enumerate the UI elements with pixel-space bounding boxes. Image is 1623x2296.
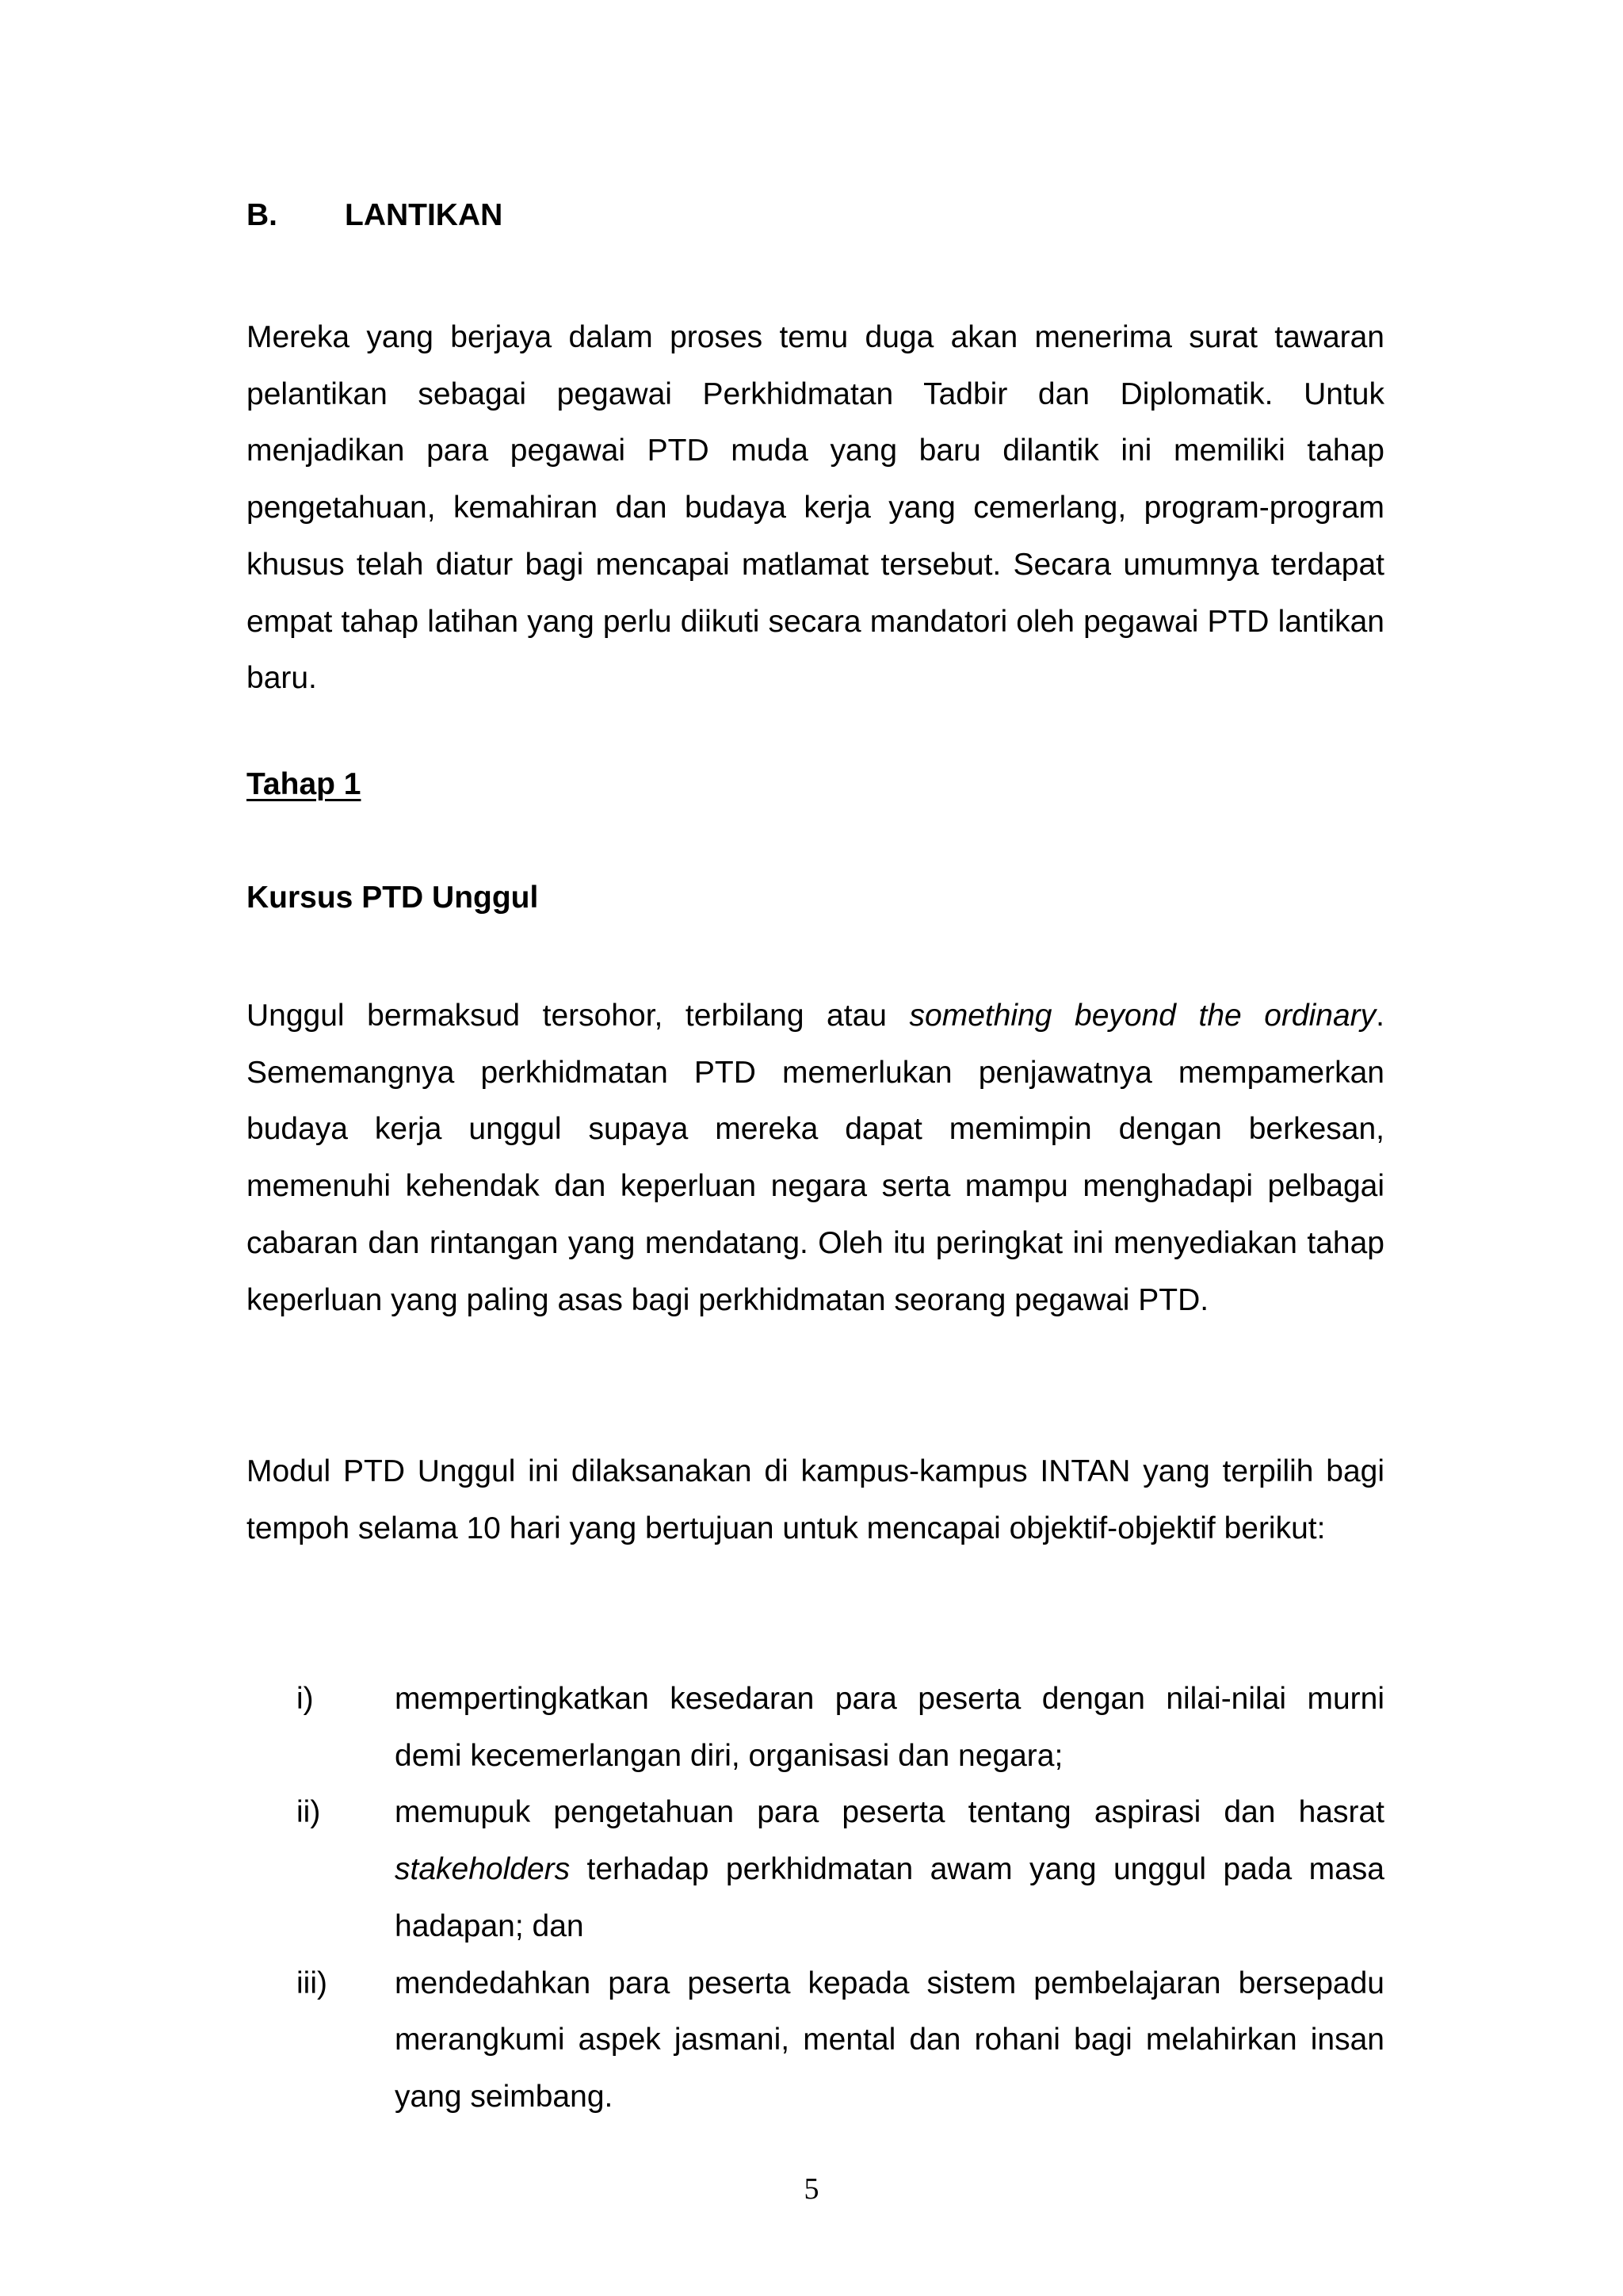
list-item-text-italic: stakeholders (395, 1852, 571, 1887)
section-title: LANTIKAN (345, 198, 503, 232)
list-marker: ii) (296, 1795, 321, 1830)
list-item-text-rest: terhadap perkhidmatan awam yang unggul pada masa hadapan; dan (395, 1852, 1384, 1943)
list-marker: i) (296, 1682, 314, 1716)
list-item-text (395, 1784, 1384, 1954)
section-letter: B. (246, 198, 277, 232)
unggul-paragraph-rest: . Sememangnya perkhidmatan PTD memerlukan penjawatnya mempamerkan budaya kerja unggul supaya mereka dapat memimpin dengan berkesan, memenuhi kehendak dan keperluan negara serta mampu menghadapi pelbagai cabaran dan rintangan yang mendatang. Oleh itu peringkat ini menyediakan tahap keperluan yang paling asas bagi perkhidmatan seorang pegawai PTD. (246, 999, 1384, 1317)
list-item (246, 1955, 1384, 2126)
list-item-text-lead: memupuk pengetahuan para peserta tentang aspirasi dan hasrat (395, 1795, 1384, 1830)
list-marker: iii) (296, 1966, 327, 2000)
list-item (246, 1784, 1384, 1954)
course-heading: Kursus PTD Unggul (246, 881, 539, 915)
stage-heading: Tahap 1 (246, 767, 361, 801)
unggul-paragraph-lead: Unggul bermaksud tersohor, terbilang atau (246, 999, 910, 1033)
objectives-list (246, 1671, 1384, 2126)
list-item (246, 1671, 1384, 1784)
intro-paragraph: Mereka yang berjaya dalam proses temu duga akan menerima surat tawaran pelantikan sebagai pegawai Perkhidmatan Tadbir dan Diplomatik. Untuk menjadikan para pegawai PTD muda yang baru dilantik ini memiliki tahap pengetahuan, kemahiran dan budaya kerja yang cemerlang, program-program khusus telah diatur bagi mencapai matlamat tersebut. Secara umumnya terdapat empat tahap latihan yang perlu diikuti secara mandatori oleh pegawai PTD lantikan baru. (246, 320, 1384, 696)
list-item-text: mempertingkatkan kesedaran para peserta dengan nilai-nilai murni demi kecemerlangan diri, organisasi dan negara; (395, 1682, 1384, 1773)
module-paragraph: Modul PTD Unggul ini dilaksanakan di kampus-kampus INTAN yang terpilih bagi tempoh selama 10 hari yang bertujuan untuk mencapai objektif-objektif berikut: (246, 1454, 1384, 1545)
unggul-paragraph-italic: something beyond the ordinary (909, 999, 1377, 1033)
list-item-text: mendedahkan para peserta kepada sistem pembelajaran bersepadu merangkumi aspek jasmani, mental dan rohani bagi melahirkan insan yang seimbang. (395, 1966, 1384, 2114)
section-heading (246, 196, 502, 235)
unggul-paragraph (246, 988, 1384, 1328)
page-number: 5 (804, 2172, 819, 2206)
